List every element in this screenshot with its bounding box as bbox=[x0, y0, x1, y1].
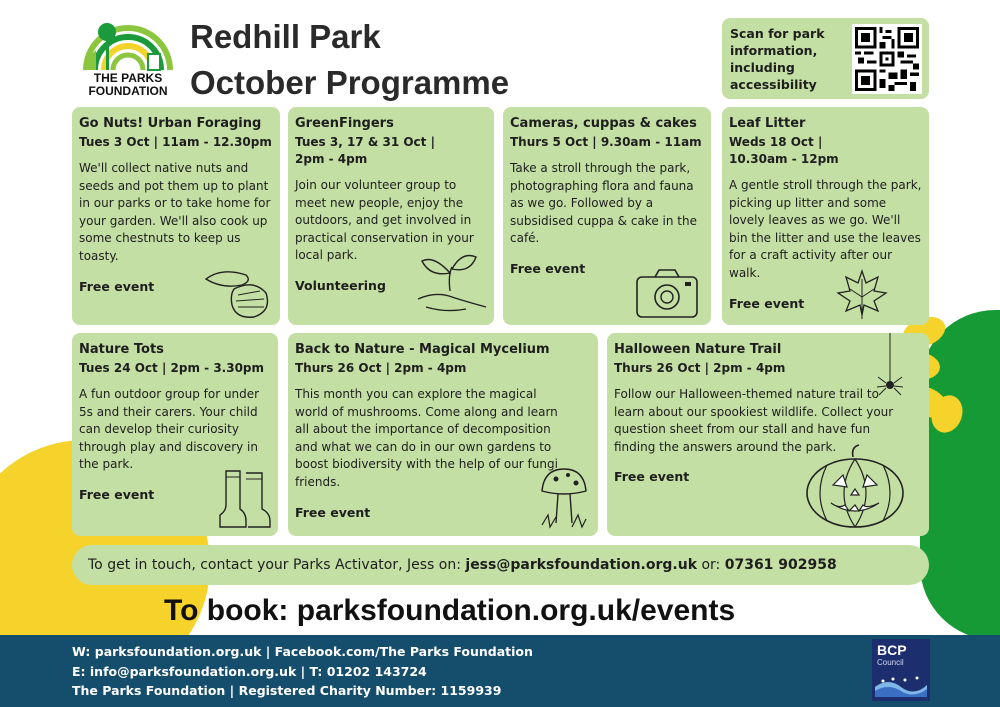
event-datetime: Tues 3 Oct | 11am - 12.30pm bbox=[79, 135, 272, 149]
event-description: A gentle stroll through the park, picking up litter and some lovely leaves as we go. We'll bin the litter and use the leaves for a craft activity after our walk. bbox=[729, 178, 922, 280]
event-datetime: Tues 24 Oct | 2pm - 3.30pm bbox=[79, 361, 265, 375]
footer bbox=[0, 635, 1000, 707]
pumpkin-icon bbox=[803, 443, 907, 531]
qr-code-icon[interactable] bbox=[852, 24, 922, 94]
footer-charity: The Parks Foundation | Registered Charity Number: 1159939 bbox=[72, 683, 502, 698]
event-datetime-line2: 10.30am - 12pm bbox=[729, 152, 839, 166]
bcp-logo-sub: Council bbox=[877, 658, 904, 667]
event-title: Cameras, cuppas & cakes bbox=[510, 116, 697, 131]
event-datetime-line2: 2pm - 4pm bbox=[295, 152, 368, 166]
event-description: A fun outdoor group for under 5s and their carers. Your child can develop their curiosity through play and discovery in the park. bbox=[79, 387, 260, 472]
event-datetime bbox=[295, 134, 487, 168]
event-card-nature-tots[interactable] bbox=[72, 333, 278, 536]
event-description: Take a stroll through the park, photographing flora and fauna as we go. Followed by a subsidised cuppa & cake in the café. bbox=[510, 161, 697, 246]
event-description: Follow our Halloween-themed nature trail to learn about our spookiest wildlife. Collect your question sheet from our stall and have fun finding the answers around the park. bbox=[614, 387, 894, 454]
event-datetime: Thurs 26 Oct | 2pm - 4pm bbox=[614, 361, 786, 375]
footer-web-social[interactable]: W: parksfoundation.org.uk | Facebook.com/The Parks Foundation bbox=[72, 644, 533, 659]
logo-text-line1: THE PARKS bbox=[93, 71, 163, 85]
qr-caption: Scan for park information, including accessibility bbox=[730, 26, 825, 92]
logo-text-line2: FOUNDATION bbox=[88, 84, 168, 98]
contact-prefix: To get in touch, contact your Parks Activator, Jess on: bbox=[88, 557, 461, 573]
event-tag: Free event bbox=[614, 469, 690, 485]
contact-email-link[interactable]: jess@parksfoundation.org.uk bbox=[465, 557, 698, 573]
event-datetime-line1: Weds 18 Oct | bbox=[729, 135, 823, 149]
event-datetime-line1: Tues 3, 17 & 31 Oct | bbox=[295, 135, 435, 149]
leaf-icon bbox=[834, 267, 890, 321]
spider-icon bbox=[875, 333, 905, 399]
event-tag: Free event bbox=[510, 260, 586, 276]
event-card-cameras-cuppas[interactable] bbox=[503, 107, 711, 325]
bcp-wave-icon bbox=[875, 673, 927, 697]
contact-or: or: bbox=[701, 557, 721, 573]
event-datetime: Thurs 5 Oct | 9.30am - 11am bbox=[510, 135, 702, 149]
page-title bbox=[190, 14, 509, 106]
event-card-urban-foraging[interactable] bbox=[72, 107, 280, 325]
acorn-icon bbox=[202, 267, 274, 319]
contact-bar bbox=[72, 545, 929, 585]
bcp-logo-main: BCP bbox=[877, 642, 907, 658]
event-title: Go Nuts! Urban Foraging bbox=[79, 116, 262, 131]
contact-phone[interactable]: 07361 902958 bbox=[724, 557, 837, 573]
event-card-leaf-litter[interactable] bbox=[722, 107, 929, 325]
title-line2: October Programme bbox=[190, 64, 510, 101]
event-tag: Free event bbox=[79, 486, 155, 502]
event-tag: Volunteering bbox=[295, 277, 386, 293]
qr-info-box bbox=[722, 18, 929, 99]
event-datetime: Thurs 26 Oct | 2pm - 4pm bbox=[295, 361, 467, 375]
booking-link[interactable]: To book: parksfoundation.org.uk/events bbox=[164, 594, 736, 627]
footer-email-phone[interactable]: E: info@parksfoundation.org.uk | T: 01202 143724 bbox=[72, 663, 427, 679]
event-tag: Free event bbox=[729, 295, 805, 311]
camera-icon bbox=[635, 267, 699, 319]
event-title: Leaf Litter bbox=[729, 116, 806, 131]
event-title: GreenFingers bbox=[295, 116, 394, 131]
rainbow-logo-icon bbox=[78, 10, 178, 72]
seedling-hand-icon bbox=[416, 247, 488, 319]
event-tag: Free event bbox=[295, 504, 371, 520]
event-title: Halloween Nature Trail bbox=[614, 342, 782, 357]
event-card-greenfingers[interactable] bbox=[288, 107, 494, 325]
bcp-council-logo bbox=[872, 639, 930, 701]
event-title: Back to Nature - Magical Mycelium bbox=[295, 342, 550, 357]
event-datetime bbox=[729, 134, 922, 168]
event-title: Nature Tots bbox=[79, 342, 164, 357]
mushroom-icon bbox=[538, 465, 590, 531]
event-description: We'll collect native nuts and seeds and pot them up to plant in our parks or to take home for your garden. We'll also cook up some chestnuts to keep us toasty. bbox=[79, 161, 271, 263]
event-card-halloween-trail[interactable] bbox=[607, 333, 929, 536]
event-description: Join our volunteer group to meet new people, enjoy the outdoors, and get involved in practical conservation in your local park. bbox=[295, 178, 474, 263]
title-line1: Redhill Park bbox=[190, 18, 381, 55]
event-tag: Free event bbox=[79, 278, 155, 294]
event-description: This month you can explore the magical world of mushrooms. Come along and learn all about the importance of decomposition and what we can do in our own gardens to boost biodiversity with the help of our fungi friends. bbox=[295, 387, 558, 489]
event-card-magical-mycelium[interactable] bbox=[288, 333, 598, 536]
wellies-icon bbox=[216, 467, 272, 531]
parks-foundation-logo bbox=[78, 10, 178, 102]
